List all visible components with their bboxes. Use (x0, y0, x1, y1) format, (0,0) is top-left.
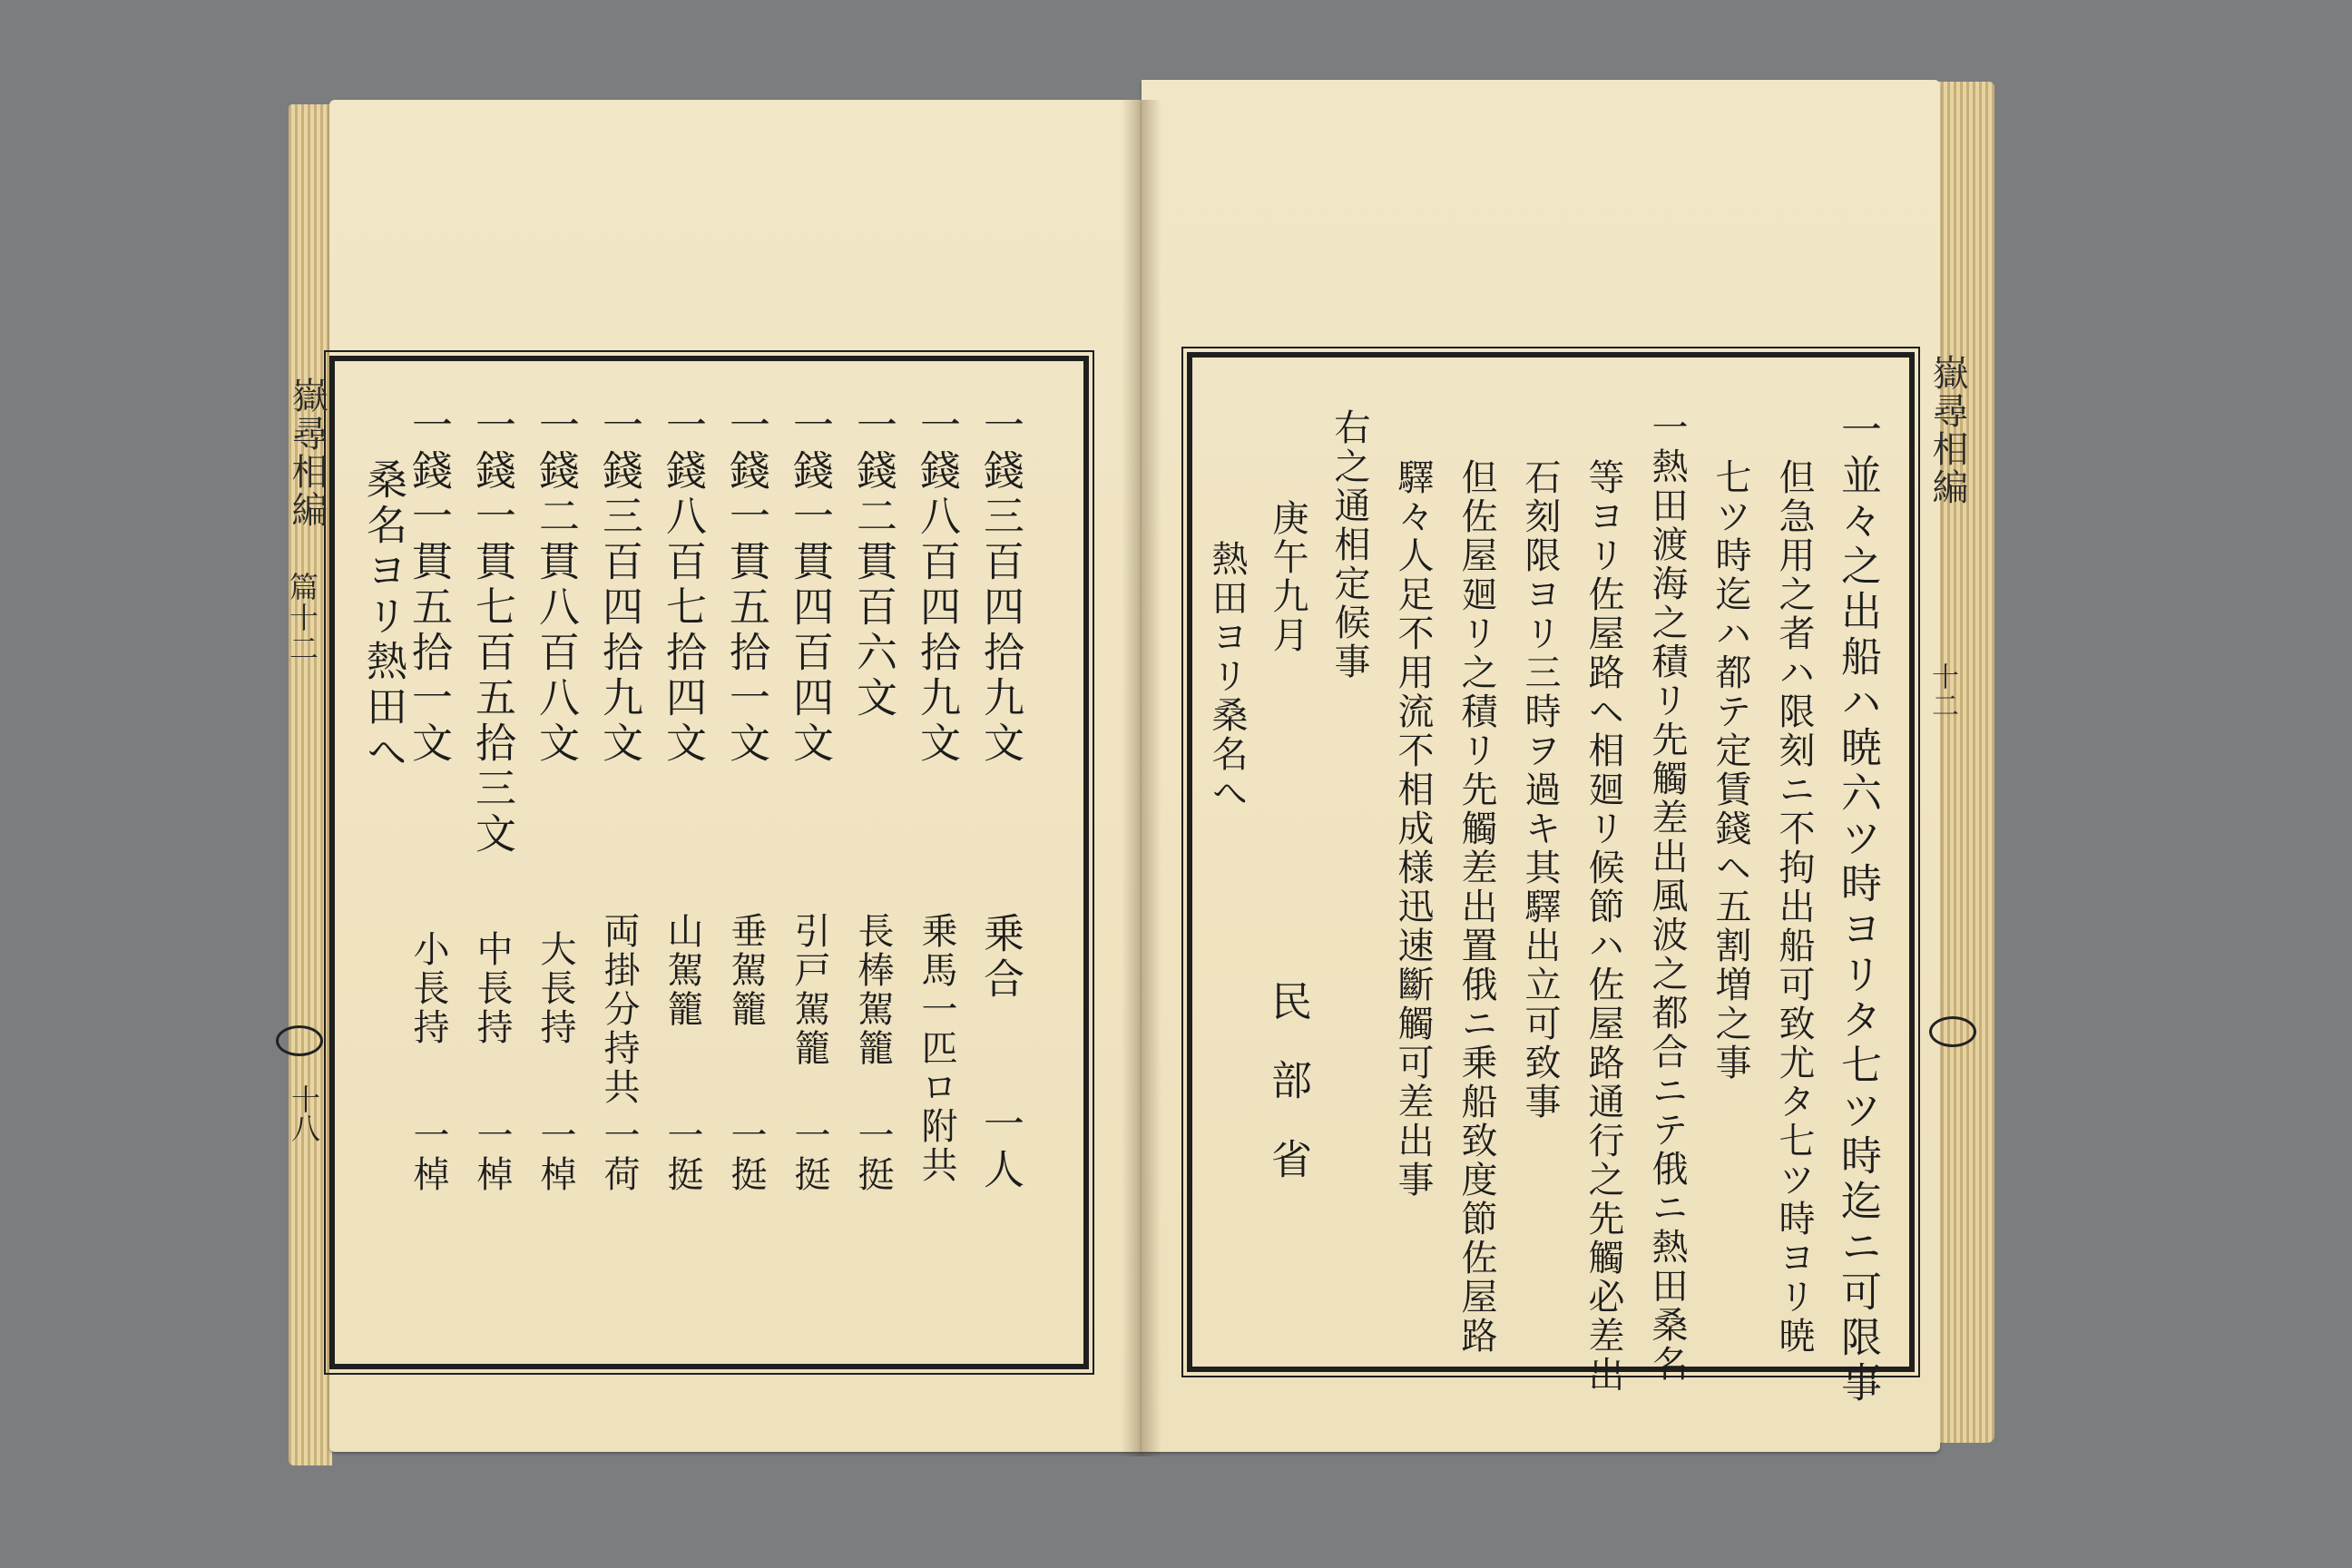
item-name-10: 小長持 (407, 930, 449, 1047)
right-col-3: 七ツ時迄ハ都テ定賃錢ヘ五割増之事 (1710, 458, 1751, 1083)
right-col-4: 一熱田渡海之積リ先觸差出風波之都合ニテ俄ニ熱田桑名 (1646, 408, 1688, 1384)
left-route-heading: 桑名ヨリ熱田へ (359, 458, 407, 776)
left-col-5: 一錢一貫五拾一文 (722, 404, 770, 767)
left-col-3: 一錢二貫百六文 (849, 404, 897, 721)
right-spine-title: 嶽尋相編 (1926, 354, 1968, 506)
item-count-8: 一棹 (534, 1116, 576, 1194)
right-col-2: 但急用之者ハ限刻ニ不拘出船可致尤タ七ツ時ヨリ暁 (1773, 458, 1815, 1356)
item-count-9: 一棹 (471, 1116, 513, 1194)
left-col-1: 一錢三百四拾九文 (976, 404, 1024, 767)
right-col-6: 石刻限ヨリ三時ヲ過キ其驛出立可致事 (1519, 458, 1561, 1122)
left-col-8: 一錢二貫八百八文 (532, 404, 580, 767)
item-name-3: 長棒駕籠 (852, 912, 894, 1068)
item-count-10: 一棹 (407, 1116, 449, 1194)
item-count-3: 一挺 (852, 1116, 894, 1194)
left-col-9: 一錢一貫七百五拾三文 (468, 404, 516, 858)
open-book (285, 64, 1994, 1465)
item-name-5: 垂駕籠 (725, 912, 767, 1029)
right-col-8: 驛々人足不用流不相成様迅速斷觸可差出事 (1392, 458, 1434, 1200)
right-date: 庚午九月 (1267, 499, 1308, 655)
right-col-1: 一並々之出船ハ暁六ツ時ヨリタ七ツ時迄ニ可限事 (1834, 408, 1882, 1406)
item-name-8: 大長持 (534, 930, 576, 1047)
left-col-4: 一錢一貫四百四文 (786, 404, 834, 767)
right-spine-subtitle: 十二 (1926, 662, 1958, 720)
book-page-edges-right (1931, 82, 1994, 1443)
right-col-7: 但佐屋廻リ之積リ先觸差出置俄ニ乗船致度節佐屋路 (1455, 458, 1497, 1356)
left-page-number: 十八 (287, 1084, 321, 1142)
item-name-4: 引戸駕籠 (789, 912, 830, 1068)
item-count-4: 一挺 (789, 1116, 830, 1194)
right-issuer: 民部省 (1264, 980, 1312, 1217)
item-count-1: 一人 (976, 1102, 1024, 1193)
item-count-7: 一荷 (598, 1116, 640, 1194)
item-name-9: 中長持 (471, 930, 513, 1047)
item-name-7: 両掛分持共 (598, 912, 640, 1107)
book-gutter (1122, 100, 1161, 1456)
item-count-5: 一挺 (725, 1116, 767, 1194)
left-col-6: 一錢八百七拾四文 (659, 404, 707, 767)
right-route: 熱田ヨリ桑名へ (1206, 540, 1248, 813)
item-name-6: 山駕籠 (662, 912, 703, 1029)
fishtail-mark-icon (1929, 1016, 1976, 1047)
right-col-9: 右之通相定候事 (1328, 408, 1370, 681)
item-count-6: 一挺 (662, 1116, 703, 1194)
book-page-edges-left (289, 104, 332, 1465)
fishtail-mark-icon (276, 1025, 323, 1056)
item-name-2: 乗馬一匹ロ附共 (916, 912, 957, 1185)
item-name-1: 乗合 (976, 912, 1024, 1003)
left-col-10: 一錢一貫五拾一文 (405, 404, 453, 767)
left-spine-title: 嶽尋相編 (286, 377, 328, 529)
left-col-7: 一錢三百四拾九文 (595, 404, 643, 767)
left-spine-subtitle: 篇十二 (285, 572, 319, 664)
left-col-2: 一錢八百四拾九文 (913, 404, 961, 767)
right-col-5: 等ヨリ佐屋路ヘ相廻リ候節ハ佐屋路通行之先觸必差出 (1583, 458, 1624, 1395)
